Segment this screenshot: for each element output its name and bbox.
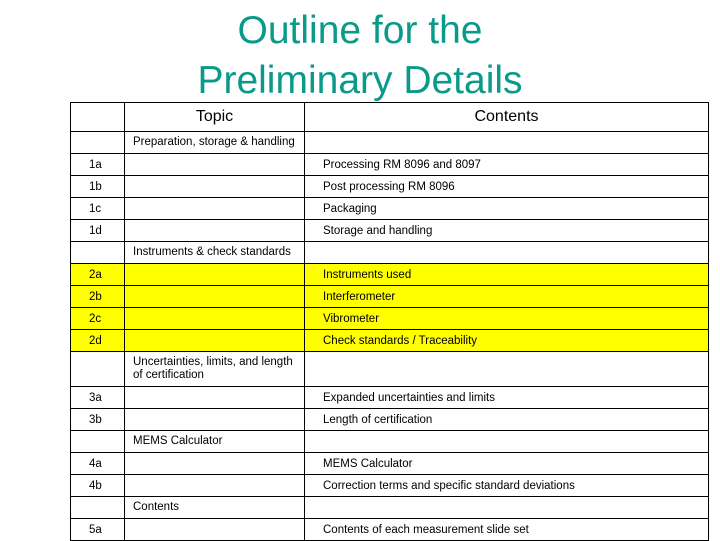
table-row	[71, 475, 709, 497]
section-blank-cell	[71, 497, 125, 519]
section-row	[71, 242, 709, 264]
header-contents: Contents	[305, 103, 709, 132]
section-title: Preparation, storage & handling	[125, 132, 305, 154]
item-topic-cell	[125, 220, 305, 242]
item-content: MEMS Calculator	[305, 453, 709, 475]
item-content: Instruments used	[305, 264, 709, 286]
outline-body	[71, 132, 709, 541]
item-content: Contents of each measurement slide set	[305, 519, 709, 541]
item-topic-cell	[125, 198, 305, 220]
item-number: 3b	[71, 409, 125, 431]
table-row	[71, 198, 709, 220]
item-content: Check standards / Traceability	[305, 330, 709, 352]
section-blank-cell	[71, 352, 125, 387]
item-number: 2d	[71, 330, 125, 352]
item-number: 1a	[71, 154, 125, 176]
table-row	[71, 220, 709, 242]
item-topic-cell	[125, 330, 305, 352]
title-line-2: Preliminary Details	[197, 59, 523, 102]
item-content: Correction terms and specific standard deviations	[305, 475, 709, 497]
item-topic-cell	[125, 409, 305, 431]
item-number: 4a	[71, 453, 125, 475]
item-topic-cell	[125, 475, 305, 497]
item-content: Expanded uncertainties and limits	[305, 387, 709, 409]
item-content: Storage and handling	[305, 220, 709, 242]
section-blank-cell	[305, 497, 709, 519]
item-content: Packaging	[305, 198, 709, 220]
item-topic-cell	[125, 453, 305, 475]
item-topic-cell	[125, 387, 305, 409]
section-blank-cell	[305, 431, 709, 453]
title-line-1: Outline for the	[237, 9, 483, 52]
item-topic-cell	[125, 308, 305, 330]
section-row	[71, 352, 709, 387]
item-content: Post processing RM 8096	[305, 176, 709, 198]
item-number: 5a	[71, 519, 125, 541]
section-title: Uncertainties, limits, and length of certification	[125, 352, 305, 387]
section-blank-cell	[71, 431, 125, 453]
section-title: Instruments & check standards	[125, 242, 305, 264]
header-topic: Topic	[125, 103, 305, 132]
item-number: 4b	[71, 475, 125, 497]
section-blank-cell	[305, 242, 709, 264]
section-row	[71, 132, 709, 154]
item-topic-cell	[125, 176, 305, 198]
item-number: 3a	[71, 387, 125, 409]
item-content: Length of certification	[305, 409, 709, 431]
section-title: MEMS Calculator	[125, 431, 305, 453]
item-topic-cell	[125, 154, 305, 176]
page-title	[0, 6, 720, 106]
item-topic-cell	[125, 286, 305, 308]
item-number: 2c	[71, 308, 125, 330]
item-number: 1d	[71, 220, 125, 242]
section-blank-cell	[71, 242, 125, 264]
table-row	[71, 409, 709, 431]
item-topic-cell	[125, 519, 305, 541]
section-title: Contents	[125, 497, 305, 519]
table-row	[71, 264, 709, 286]
header-blank	[71, 103, 125, 132]
item-topic-cell	[125, 264, 305, 286]
table-row	[71, 387, 709, 409]
table-row	[71, 176, 709, 198]
table-row	[71, 308, 709, 330]
section-blank-cell	[305, 352, 709, 387]
item-number: 2a	[71, 264, 125, 286]
item-number: 1b	[71, 176, 125, 198]
section-row	[71, 431, 709, 453]
table-row	[71, 286, 709, 308]
table-row	[71, 453, 709, 475]
table-row	[71, 330, 709, 352]
outline-table	[70, 102, 709, 541]
table-row	[71, 154, 709, 176]
section-blank-cell	[71, 132, 125, 154]
item-content: Processing RM 8096 and 8097	[305, 154, 709, 176]
table-row	[71, 519, 709, 541]
item-number: 1c	[71, 198, 125, 220]
section-row	[71, 497, 709, 519]
item-content: Interferometer	[305, 286, 709, 308]
section-blank-cell	[305, 132, 709, 154]
item-number: 2b	[71, 286, 125, 308]
item-content: Vibrometer	[305, 308, 709, 330]
